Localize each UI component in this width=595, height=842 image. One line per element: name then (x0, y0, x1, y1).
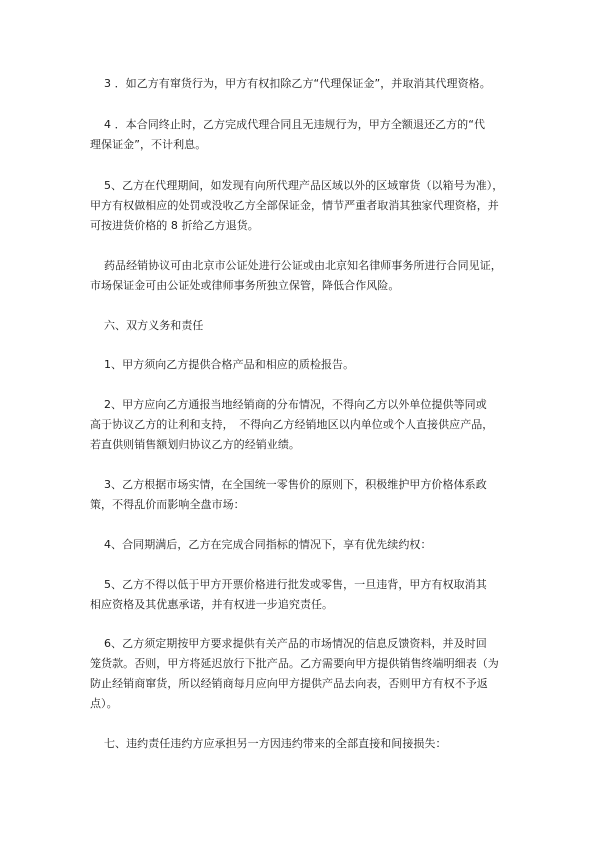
duty-6-paragraph (90, 634, 530, 714)
text-line: 策，不得乱价而影响全盘市场： (90, 498, 245, 511)
text-line: 3 ．如乙方有窜货行为，甲方有权扣除乙方“代理保证金”，并取消其代理资格。 (104, 77, 491, 90)
text-line: 药品经销协议可由北京市公证处进行公证或由北京知名律师事务所进行合同见证， (104, 259, 502, 272)
text-line: 高于协议乙方的让利和支持， 不得向乙方经销地区以内单位或个人直接供应产品， (90, 418, 494, 431)
text-line: 若直供则销售额划归协议乙方的经销业绩。 (90, 438, 300, 451)
text-line: 2、甲方应向乙方通报当地经销商的分布情况，不得向乙方以外单位提供等同或 (104, 398, 487, 411)
section-heading: 七、违约责任违约方应承担另一方因违约带来的全部直接和间接损失： (104, 737, 447, 750)
text-line: 3、乙方根据市场实情，在全国统一零售价的原则下，积极维护甲方价格体系政 (104, 478, 487, 491)
text-line: 4 ．本合同终止时，乙方完成代理合同且无违规行为，甲方全额退还乙方的“代 (104, 118, 485, 131)
text-line: 点）。 (90, 697, 118, 710)
clause-5-paragraph (90, 176, 530, 236)
text-line: 理保证金”，不计利息。 (90, 138, 207, 151)
clause-3-paragraph (90, 74, 530, 94)
text-line: 市场保证金可由公证处或律师事务所独立保管，降低合作风险。 (90, 279, 400, 292)
text-line: 相应资格及其优惠承诺，并有权进一步追究责任。 (90, 598, 334, 611)
text-line: 5、乙方在代理期间，如发现有向所代理产品区域以外的区域窜货（以箱号为准）， (104, 179, 504, 192)
text-line: 笼货款。否则，甲方将延迟放行下批产品。乙方需要向甲方提供销售终端明细表（为 (90, 657, 499, 670)
section-heading: 六、双方义务和责任 (104, 319, 204, 332)
clause-4-paragraph (90, 115, 530, 155)
text-line: 4、合同期满后，乙方在完成合同指标的情况下，享有优先续约权： (104, 538, 432, 551)
notarization-paragraph (90, 256, 530, 296)
text-line: 5、乙方不得以低于甲方开票价格进行批发或零售，一旦违背，甲方有权取消其 (104, 578, 487, 591)
duty-4-paragraph (90, 535, 530, 555)
duty-3-paragraph (90, 475, 530, 515)
duty-5-paragraph (90, 575, 530, 615)
text-line: 防止经销商窜货，所以经销商每月应向甲方提供产品去向表，否则甲方有权不予返 (90, 677, 488, 690)
duty-1-paragraph (90, 355, 530, 375)
text-line: 可按进货价格的 8 折给乙方退货。 (90, 219, 259, 232)
duty-2-paragraph (90, 395, 530, 455)
text-line: 6、乙方须定期按甲方要求提供有关产品的市场情况的信息反馈资料，并及时回 (104, 637, 487, 650)
section-6-heading (90, 316, 530, 336)
text-line: 甲方有权做相应的处罚或没收乙方全部保证金，情节严重者取消其独家代理资格，并 (90, 199, 499, 212)
text-line: 1、甲方须向乙方提供合格产品和相应的质检报告。 (104, 358, 355, 371)
section-7-heading (90, 734, 530, 754)
